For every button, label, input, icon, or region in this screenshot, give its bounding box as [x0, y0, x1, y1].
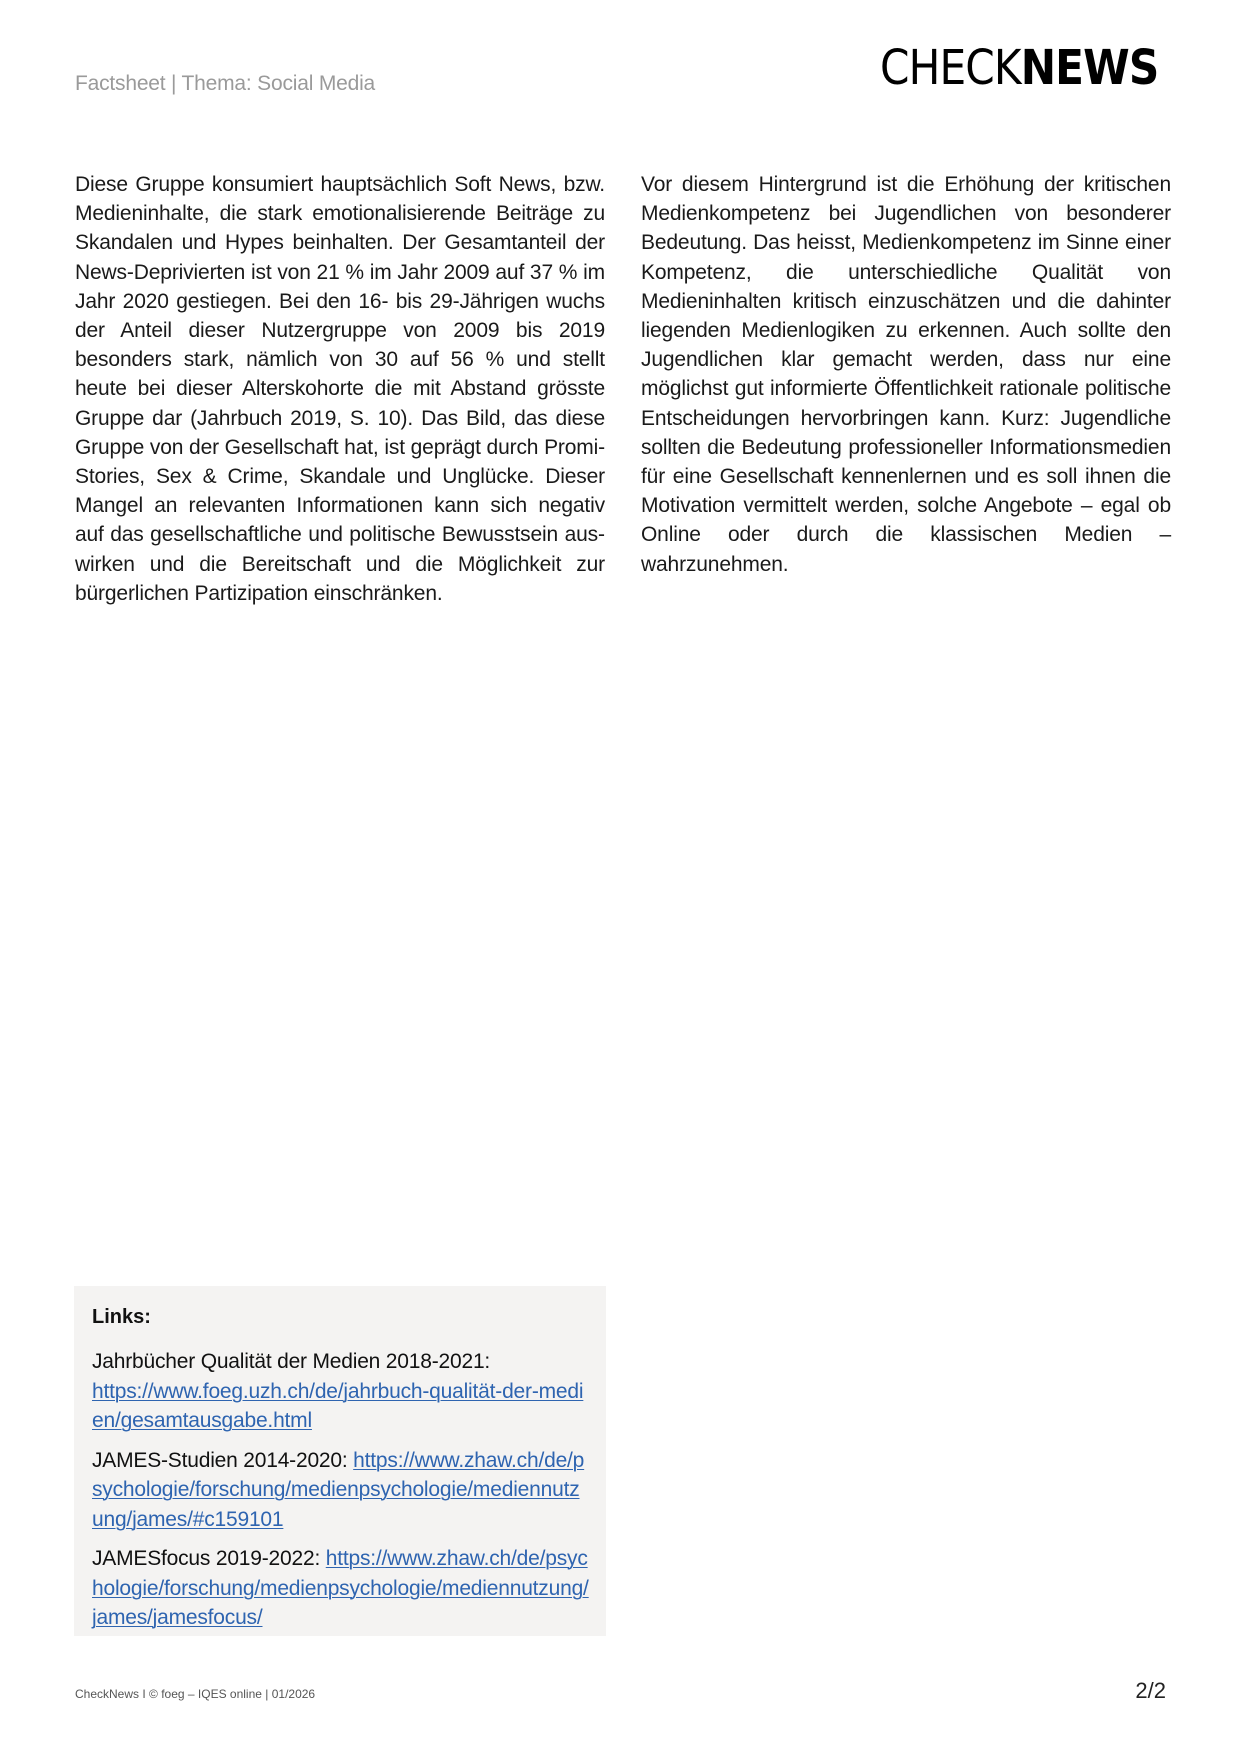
link-url[interactable]: https://www.foeg.uzh.ch/de/jahrbuch-qualität-der-medien/gesamtausgabe.html — [92, 1379, 584, 1432]
links-title: Links: — [92, 1306, 151, 1328]
footer-copyright: CheckNews I © foeg – IQES online | 01/2026 — [75, 1687, 316, 1701]
paragraph-right: Vor diesem Hintergrund ist die Erhöhung der kritischen Medienkompetenz bei Jugendlichen von besonderer Bedeutung. Das heisst, Medienkompetenz im Sinne einer Kompetenz, die unterschiedliche Qualität von Medieninhalten kritisch einzuschätzen und die dahinter liegenden Medienlogiken zu erkennen. Auch sollte den Jugendlichen klar gemacht werden, dass nur eine möglichst gut informierte Öffentlichkeit rationale politische Entscheidungen hervorbringen kann. Kurz: Jugendliche sollten die Bedeutung professioneller Informationsmedien für eine Gesellschaft kennenlernen und es soll ihnen die Motivation vermittelt werden, solche Angebote – egal ob Online oder durch die klassischen Medien – wahrzunehmen. — [641, 173, 1171, 576]
checknews-logo — [879, 40, 1158, 96]
paragraph-left: Diese Gruppe konsumiert hauptsächlich Soft News, bzw. Medieninhalte, die stark emotionalisierende Beiträge zu Skandalen und Hypes beinhalten. Der Gesamtanteil der News-Deprivierten ist von 21 % im Jahr 2009 auf 37 % im Jahr 2020 gestiegen. Bei den 16- bis 29-Jährigen wuchs der Anteil dieser Nutzergruppe von 2009 bis 2019 besonders stark, nämlich von 30 auf 56 % und stellt heute bei dieser Alterskohorte die mit Abstand grösste Gruppe dar (Jahrbuch 2019, S. 10). Das Bild, das diese Gruppe von der Gesellschaft hat, ist geprägt durch Promi-Stories, Sex & Crime, Skandale und Unglücke. Dieser Mangel an relevanten Informationen kann sich negativ auf das gesellschaftliche und politische Bewusstsein auswirken und die Bereitschaft und die Möglichkeit zur bürgerlichen Partizipation einschränken. — [75, 173, 605, 605]
link-url[interactable]: https://www.zhaw.ch/de/psychologie/forschung/medienpsychologie/mediennutzung/james/#c159101 — [92, 1448, 585, 1531]
link-label: JAMESfocus 2019-2022: — [92, 1547, 321, 1570]
logo-news: NEWS — [1020, 40, 1158, 96]
document-subtitle: Factsheet | Thema: Social Media — [75, 72, 376, 95]
link-item — [92, 1446, 590, 1535]
link-item — [92, 1544, 590, 1633]
logo-check: CHECK — [879, 40, 1021, 96]
link-label: Jahrbücher Qualität der Medien 2018-2021: — [92, 1350, 491, 1373]
link-item — [92, 1347, 590, 1436]
page-number: 2/2 — [1135, 1678, 1166, 1703]
link-label: JAMES-Studien 2014-2020: — [92, 1448, 348, 1472]
link-url[interactable]: https://www.zhaw.ch/de/psychologie/forschung/medienpsychologie/mediennutzung/james/jamesfocus/ — [92, 1547, 589, 1629]
body-column-left — [75, 170, 605, 608]
body-column-right — [641, 170, 1171, 579]
links-box — [74, 1286, 606, 1636]
